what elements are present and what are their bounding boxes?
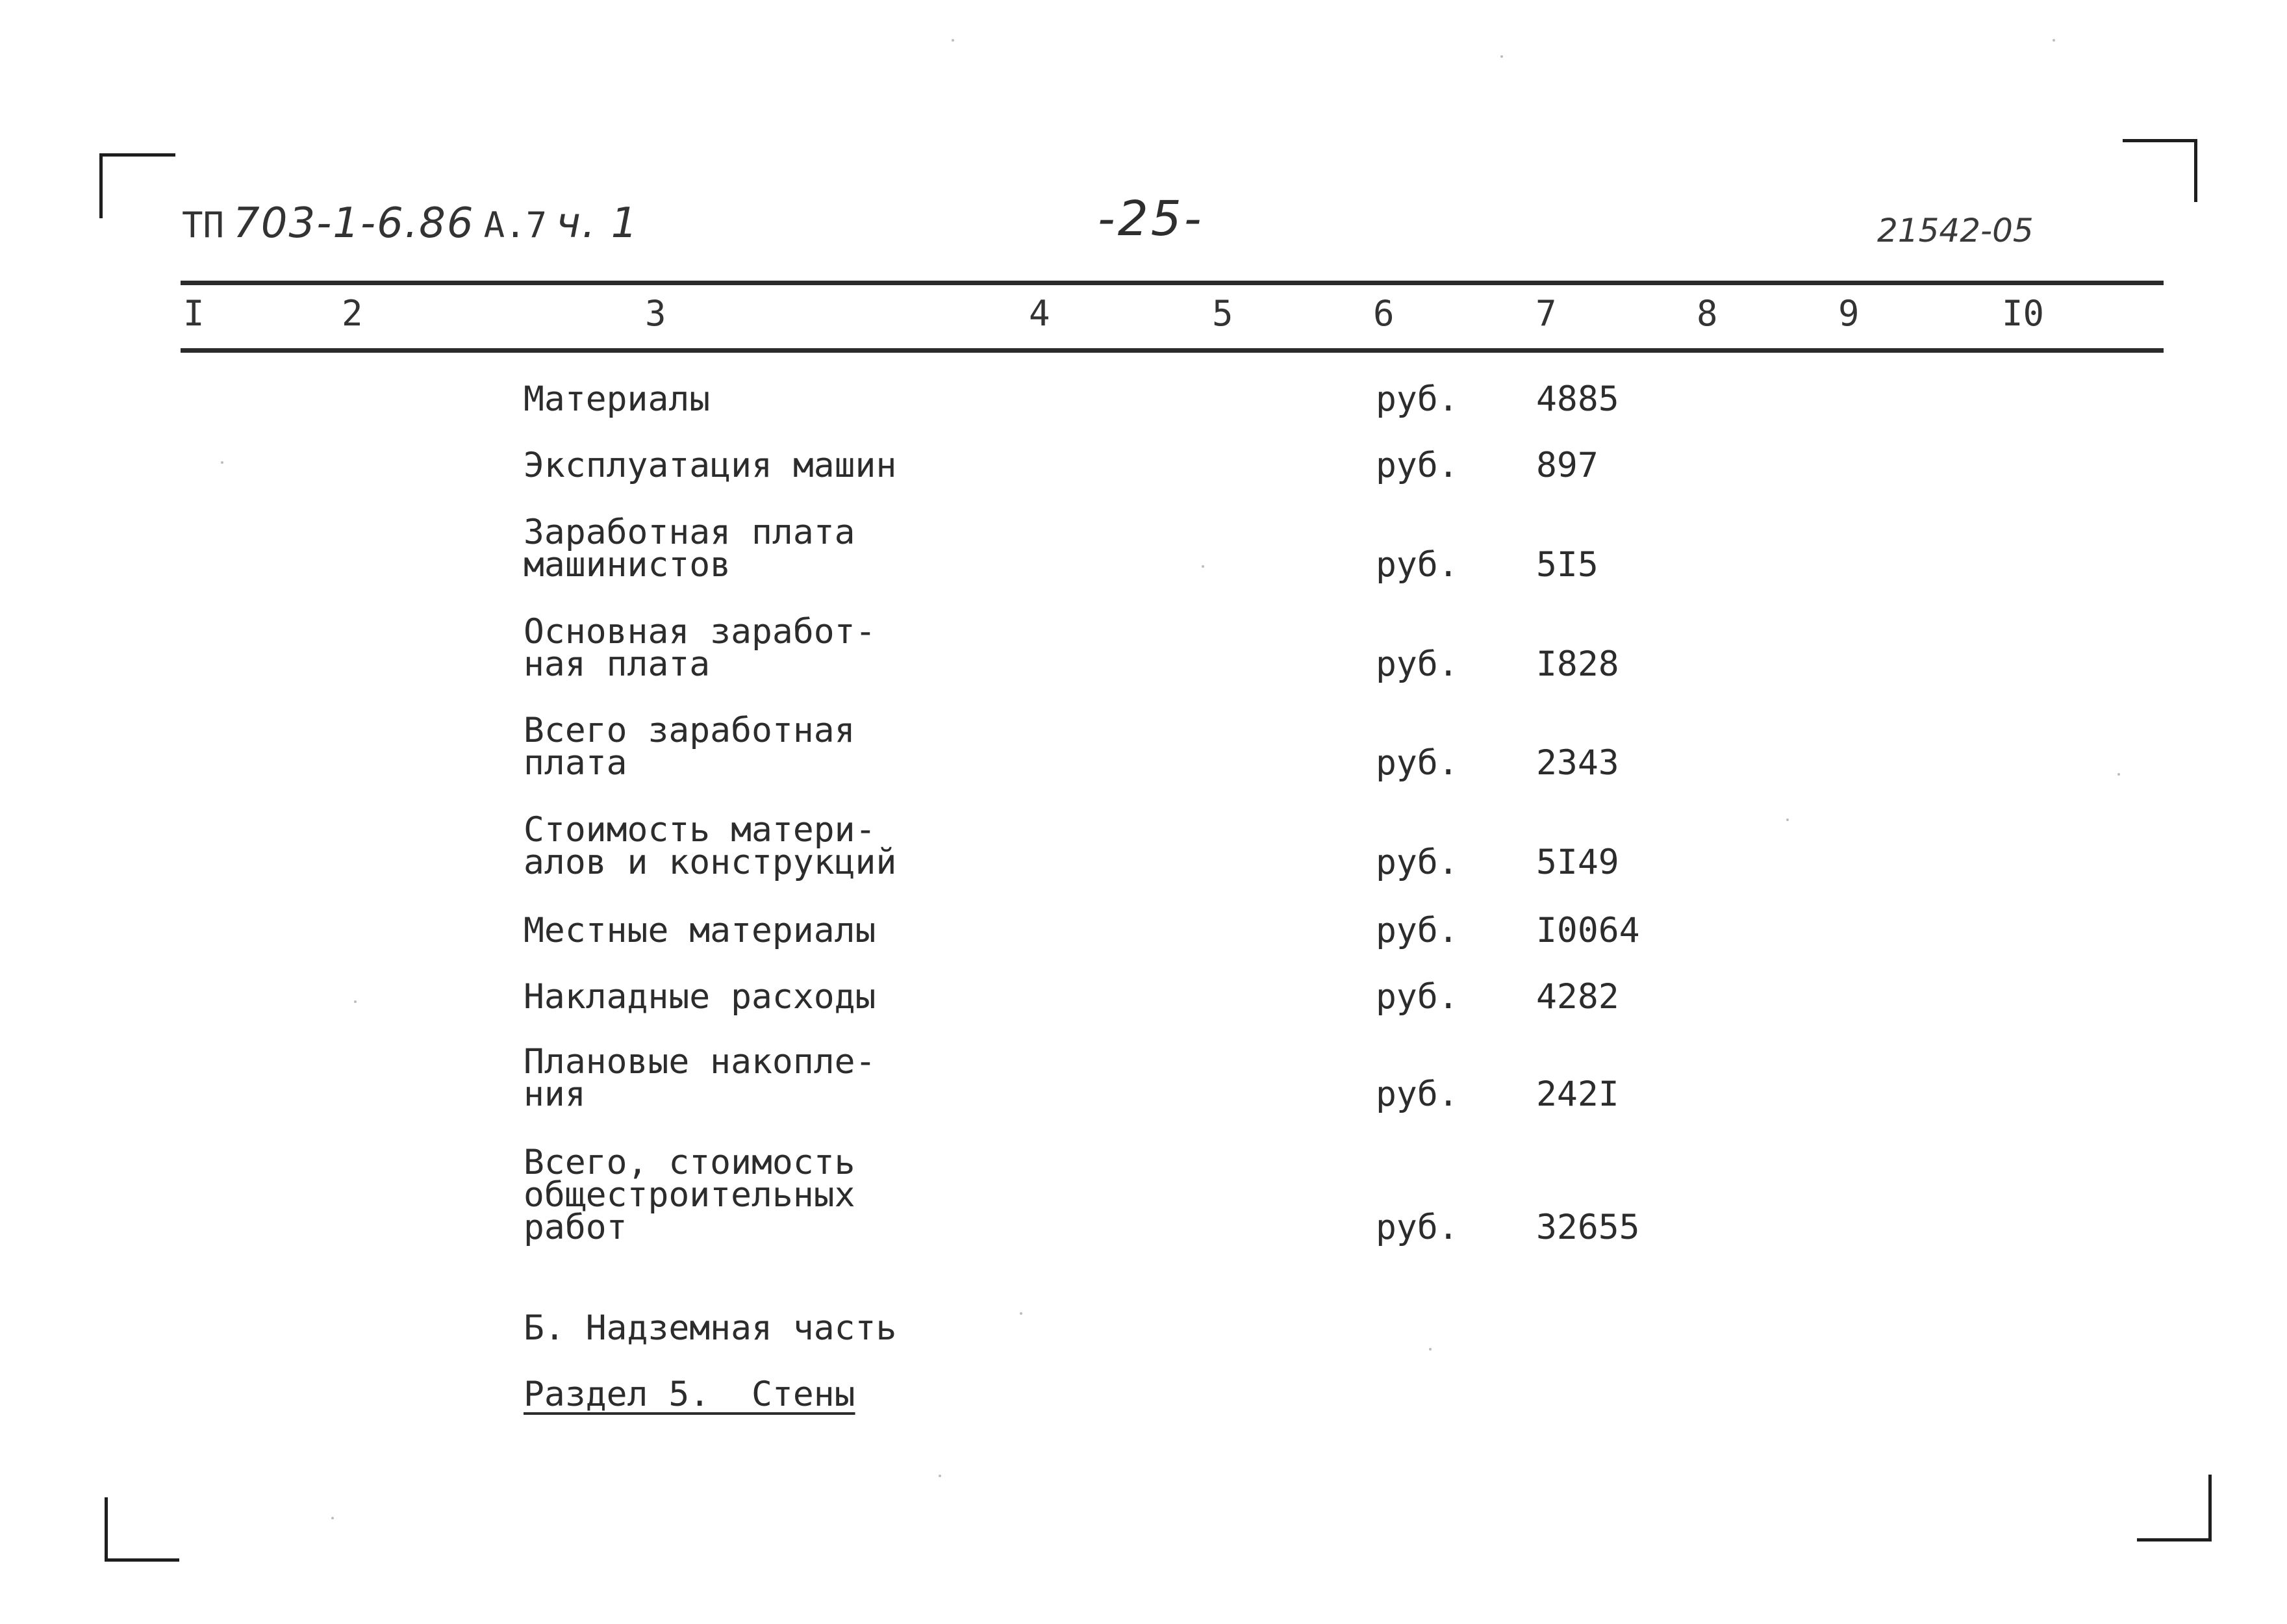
row-name: Основная заработ- ная плата bbox=[524, 612, 876, 684]
sheet-code: 21542-05 bbox=[1877, 212, 2034, 249]
scan-speck bbox=[1429, 1348, 1432, 1351]
row-value: 242I bbox=[1536, 1074, 1619, 1114]
row-value: 4885 bbox=[1536, 379, 1619, 419]
frame-corner-bottom-right bbox=[2137, 1475, 2212, 1542]
column-number-3: 3 bbox=[645, 293, 666, 334]
row-name: Заработная плата машинистов bbox=[524, 513, 855, 585]
row-value: I828 bbox=[1536, 644, 1619, 684]
row-name: Всего заработная плата bbox=[524, 711, 855, 783]
doc-code-number: 703-1-6.86 bbox=[233, 199, 475, 247]
page-number: -25- bbox=[1098, 191, 1204, 247]
row-name: Материалы bbox=[524, 379, 711, 419]
row-name: Эксплуатация машин bbox=[524, 446, 897, 485]
row-unit: руб. bbox=[1376, 977, 1459, 1017]
row-value: 5I49 bbox=[1536, 843, 1619, 882]
row-name: Накладные расходы bbox=[524, 977, 876, 1017]
document-code bbox=[182, 199, 639, 247]
column-number-5: 5 bbox=[1212, 293, 1233, 334]
scan-speck bbox=[1786, 818, 1789, 821]
scan-speck bbox=[331, 1517, 334, 1519]
row-unit: руб. bbox=[1376, 911, 1459, 950]
scan-speck bbox=[1020, 1312, 1022, 1315]
row-value: I0064 bbox=[1536, 911, 1640, 950]
row-value: 32655 bbox=[1536, 1208, 1640, 1247]
frame-corner-top-right bbox=[2123, 139, 2197, 202]
column-number-7: 7 bbox=[1535, 293, 1557, 334]
table-top-rule bbox=[181, 281, 2164, 285]
table-header-rule bbox=[181, 348, 2164, 353]
row-name: Всего, стоимость общестроительных работ bbox=[524, 1143, 855, 1247]
row-unit: руб. bbox=[1376, 545, 1459, 585]
column-number-8: 8 bbox=[1697, 293, 1718, 334]
scan-speck bbox=[939, 1475, 941, 1477]
frame-corner-top-left bbox=[99, 153, 175, 218]
scan-speck bbox=[1202, 565, 1204, 568]
row-unit: руб. bbox=[1376, 644, 1459, 684]
column-number-10: I0 bbox=[2002, 293, 2045, 334]
frame-corner-bottom-left bbox=[105, 1497, 179, 1562]
scan-speck bbox=[1500, 55, 1503, 58]
row-value: 5I5 bbox=[1536, 545, 1598, 585]
section-title: Раздел 5. Стены bbox=[524, 1375, 855, 1414]
scan-speck bbox=[2117, 773, 2120, 776]
column-number-4: 4 bbox=[1029, 293, 1050, 334]
scan-speck bbox=[354, 1000, 357, 1003]
row-value: 2343 bbox=[1536, 743, 1619, 783]
row-name: Местные материалы bbox=[524, 911, 876, 950]
doc-code-album: А.7 bbox=[483, 205, 548, 246]
row-unit: руб. bbox=[1376, 843, 1459, 882]
row-unit: руб. bbox=[1376, 1208, 1459, 1247]
row-name: Стоимость матери- алов и конструкций bbox=[524, 810, 897, 882]
row-value: 4282 bbox=[1536, 977, 1619, 1017]
row-name: Плановые накопле- ния bbox=[524, 1042, 876, 1114]
row-unit: руб. bbox=[1376, 1074, 1459, 1114]
scan-speck bbox=[221, 461, 223, 464]
column-number-2: 2 bbox=[342, 293, 363, 334]
column-number-1: I bbox=[183, 293, 205, 334]
column-number-9: 9 bbox=[1838, 293, 1860, 334]
row-unit: руб. bbox=[1376, 446, 1459, 485]
row-unit: руб. bbox=[1376, 743, 1459, 783]
row-unit: руб. bbox=[1376, 379, 1459, 419]
scan-speck bbox=[952, 39, 954, 42]
scan-speck bbox=[2053, 39, 2055, 42]
part-title: Б. Надземная часть bbox=[524, 1308, 897, 1348]
row-value: 897 bbox=[1536, 446, 1598, 485]
doc-code-part: ч. 1 bbox=[556, 199, 639, 247]
column-number-6: 6 bbox=[1373, 293, 1395, 334]
doc-code-prefix: ТП bbox=[182, 205, 225, 246]
